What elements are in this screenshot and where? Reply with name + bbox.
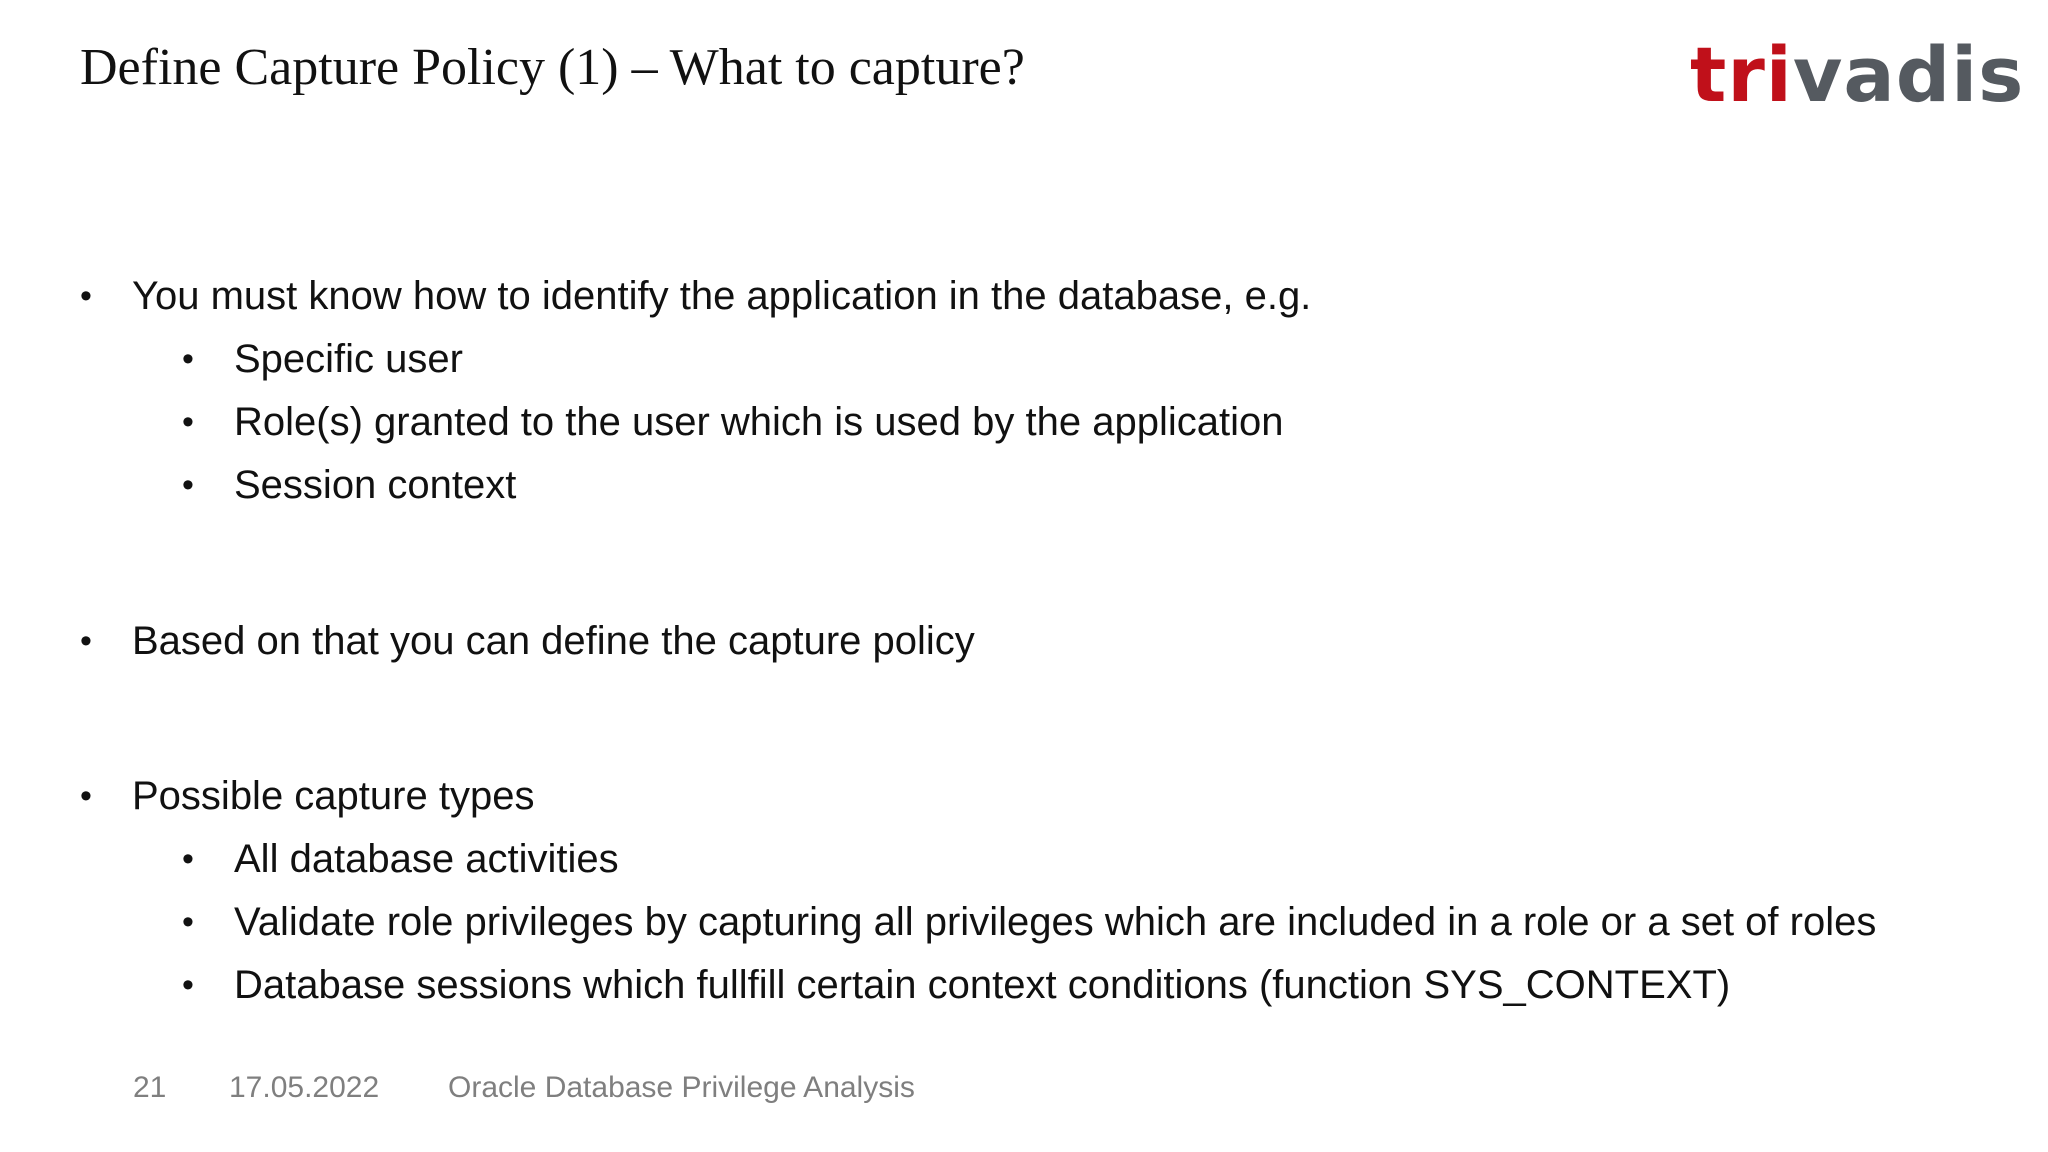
bullet-marker: •: [182, 903, 194, 941]
bullet-text: Based on that you can define the capture policy: [132, 619, 975, 663]
bullet-marker: •: [182, 403, 194, 441]
bullet-text: Validate role privileges by capturing all privileges which are included in a role or a set of roles: [234, 900, 1877, 944]
footer-presentation-title: Oracle Database Privilege Analysis: [448, 1071, 915, 1104]
bullet-text: You must know how to identify the application in the database, e.g.: [132, 274, 1312, 318]
footer-page-number: 21: [133, 1071, 167, 1104]
bullet-marker: •: [80, 277, 92, 315]
bullet-possible-capture-types: [80, 772, 535, 820]
bullet-text: Possible capture types: [132, 774, 535, 818]
logo-text-grey: vadis: [1792, 30, 2025, 119]
bullet-marker: •: [182, 466, 194, 504]
bullet-identify-application: [80, 272, 1312, 320]
bullet-marker: •: [182, 840, 194, 878]
bullet-text: Database sessions which fullfill certain context conditions (function SYS_CONTEXT): [234, 963, 1731, 1007]
bullet-text: Session context: [234, 463, 517, 507]
logo-text-red: tri: [1690, 30, 1793, 119]
bullet-define-capture-policy: [80, 617, 975, 665]
bullet-marker: •: [80, 777, 92, 815]
bullet-text: All database activities: [234, 837, 619, 881]
bullet-text: Role(s) granted to the user which is used by the application: [234, 400, 1284, 444]
sub-bullet-database-sessions-context: [182, 961, 1731, 1009]
bullet-marker: •: [182, 340, 194, 378]
sub-bullet-all-database-activities: [182, 835, 619, 883]
sub-bullet-roles-granted: [182, 398, 1284, 446]
sub-bullet-validate-role-privileges: [182, 898, 1877, 946]
slide-title: Define Capture Policy (1) – What to capture?: [80, 39, 1025, 96]
sub-bullet-specific-user: [182, 335, 463, 383]
bullet-text: Specific user: [234, 337, 463, 381]
bullet-marker: •: [182, 966, 194, 1004]
sub-bullet-session-context: [182, 461, 517, 509]
bullet-marker: •: [80, 622, 92, 660]
footer-date: 17.05.2022: [229, 1071, 380, 1104]
